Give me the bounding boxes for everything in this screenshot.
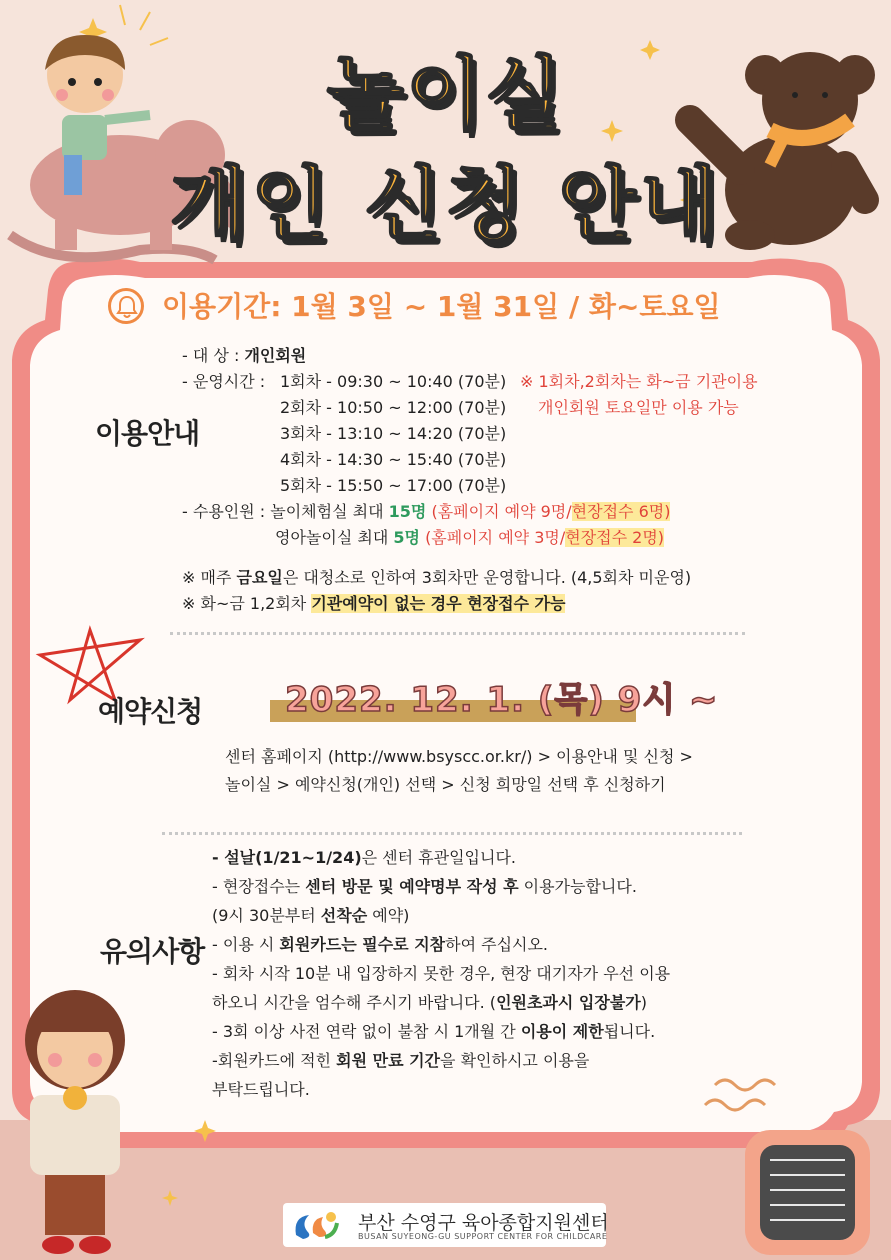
notice-1-c: 은 센터 휴관일입니다.: [361, 848, 517, 867]
usage-note-1-c: 은 대청소로 인하여 3회차만 운영합니다. (4,5회차 미운영): [282, 568, 692, 587]
session-1: 1회차 - 09:30 ~ 10:40 (70분): [280, 372, 507, 391]
section-label-notice: 유의사항: [100, 935, 205, 968]
notice-8-c: 을 확인하시고 이용을: [440, 1051, 590, 1070]
usage-note-2: [182, 591, 565, 614]
session-note-2: 개인회원 토요일만 이용 가능: [538, 398, 739, 417]
usage-note-1-b: 금요일: [236, 568, 283, 587]
session-note-1: ※ 1회차,2회차는 화~금 기관이용: [520, 372, 758, 391]
session-3: 3회차 - 13:10 ~ 14:20 (70분): [280, 424, 507, 443]
center-name-english: BUSAN SUYEONG-GU SUPPORT CENTER FOR CHILDCARE: [358, 1232, 608, 1241]
target-row: [182, 343, 306, 366]
capacity-1-prefix: 놀이체험실 최대: [270, 502, 389, 521]
notice-7-a: - 3회 이상 사전 연락 없이 불참 시 1개월 간: [212, 1022, 521, 1041]
notice-8-b: 회원 만료 기간: [336, 1051, 441, 1070]
notice-3-b: 선착순: [320, 906, 368, 925]
reservation-date: 2022. 12. 1. (목) 9시 ~: [285, 680, 719, 720]
section-label-reservation: 예약신청: [98, 695, 203, 728]
notice-6-b: 인원초과시 입장불가: [496, 993, 641, 1012]
capacity-row-1: [182, 499, 670, 522]
divider-2: [162, 832, 742, 835]
notice-8-a: -회원카드에 적힌: [212, 1051, 337, 1070]
capacity-1-count: 15명: [388, 502, 427, 521]
capacity-2-detail-b: 현장접수 2명): [565, 528, 665, 547]
notice-4-a: - 이용 시: [212, 935, 280, 954]
notice-6-c: ): [640, 993, 647, 1012]
session-5: 5회차 - 15:50 ~ 17:00 (70분): [280, 476, 507, 495]
target-value: 개인회원: [244, 346, 307, 365]
center-logo-icon: [291, 1207, 341, 1243]
notice-7-b: 이용이 제한: [520, 1022, 604, 1041]
notice-6-a: 하오니 시간을 엄수해 주시기 바랍니다. (: [212, 993, 497, 1012]
notice-2-c: 이용가능합니다.: [518, 877, 637, 896]
notice-3-a: (9시 30분부터: [212, 906, 321, 925]
divider-1: [170, 632, 745, 635]
target-label: - 대 상 :: [182, 346, 240, 365]
notice-line-5: - 회차 시작 10분 내 입장하지 못한 경우, 현장 대기자가 우선 이용: [212, 964, 671, 983]
capacity-1-detail-a: (홈페이지 예약 9명/: [431, 502, 572, 521]
notice-line-8: [212, 1048, 589, 1071]
notice-line-3: [212, 903, 409, 926]
notice-line-6: [212, 990, 647, 1013]
notice-2-a: - 현장접수는: [212, 877, 306, 896]
notice-7-c: 됩니다.: [603, 1022, 656, 1041]
capacity-2-count: 5명: [393, 528, 420, 547]
notice-4-c: 하여 주십시오.: [445, 935, 549, 954]
usage-note-1-a: ※ 매주: [182, 568, 237, 587]
notice-line-2: [212, 874, 637, 897]
notice-line-1: [212, 845, 516, 868]
bell-icon: [108, 288, 144, 324]
capacity-2-detail-a: (홈페이지 예약 3명/: [425, 528, 566, 547]
reservation-path-line-1: 센터 홈페이지 (http://www.bsyscc.or.kr/) > 이용안내 및 신청 >: [225, 747, 693, 766]
notice-line-9: 부탁드립니다.: [212, 1080, 310, 1099]
title-line2: 개인 신청 안내: [169, 158, 722, 251]
hours-label: - 운영시간 :: [182, 372, 266, 391]
section-label-usage: 이용안내: [95, 417, 200, 450]
notice-4-b: 회원카드는 필수로 지참: [279, 935, 446, 954]
session-2: 2회차 - 10:50 ~ 12:00 (70분): [280, 398, 507, 417]
center-name: 부산 수영구 육아종합지원센터: [358, 1212, 609, 1234]
capacity-1-detail-b: 현장접수 6명): [571, 502, 671, 521]
notice-2-b: 센터 방문 및 예약명부 작성 후: [305, 877, 519, 896]
usage-note-2-b: 기관예약이 없는 경우 현장접수 가능: [311, 594, 566, 613]
capacity-label: - 수용인원 :: [182, 502, 266, 521]
title-line1: 놀이실: [326, 48, 565, 141]
capacity-2-prefix: 영아놀이실 최대: [275, 528, 394, 547]
session-4: 4회차 - 14:30 ~ 15:40 (70분): [280, 450, 507, 469]
capacity-row-2: [275, 525, 664, 548]
usage-note-1: [182, 565, 691, 588]
usage-note-2-a: ※ 화~금 1,2회차: [182, 594, 312, 613]
notice-3-c: 예약): [367, 906, 410, 925]
notice-line-7: [212, 1019, 655, 1042]
notice-1-b: - 설날(1/21~1/24): [212, 848, 362, 867]
usage-period: 이용기간: 1월 3일 ~ 1월 31일 / 화~토요일: [162, 290, 721, 323]
notice-line-4: [212, 932, 548, 955]
girl-illustration: [25, 990, 125, 1254]
reservation-path-line-2: 놀이실 > 예약신청(개인) 선택 > 신청 희망일 선택 후 신청하기: [225, 775, 666, 794]
